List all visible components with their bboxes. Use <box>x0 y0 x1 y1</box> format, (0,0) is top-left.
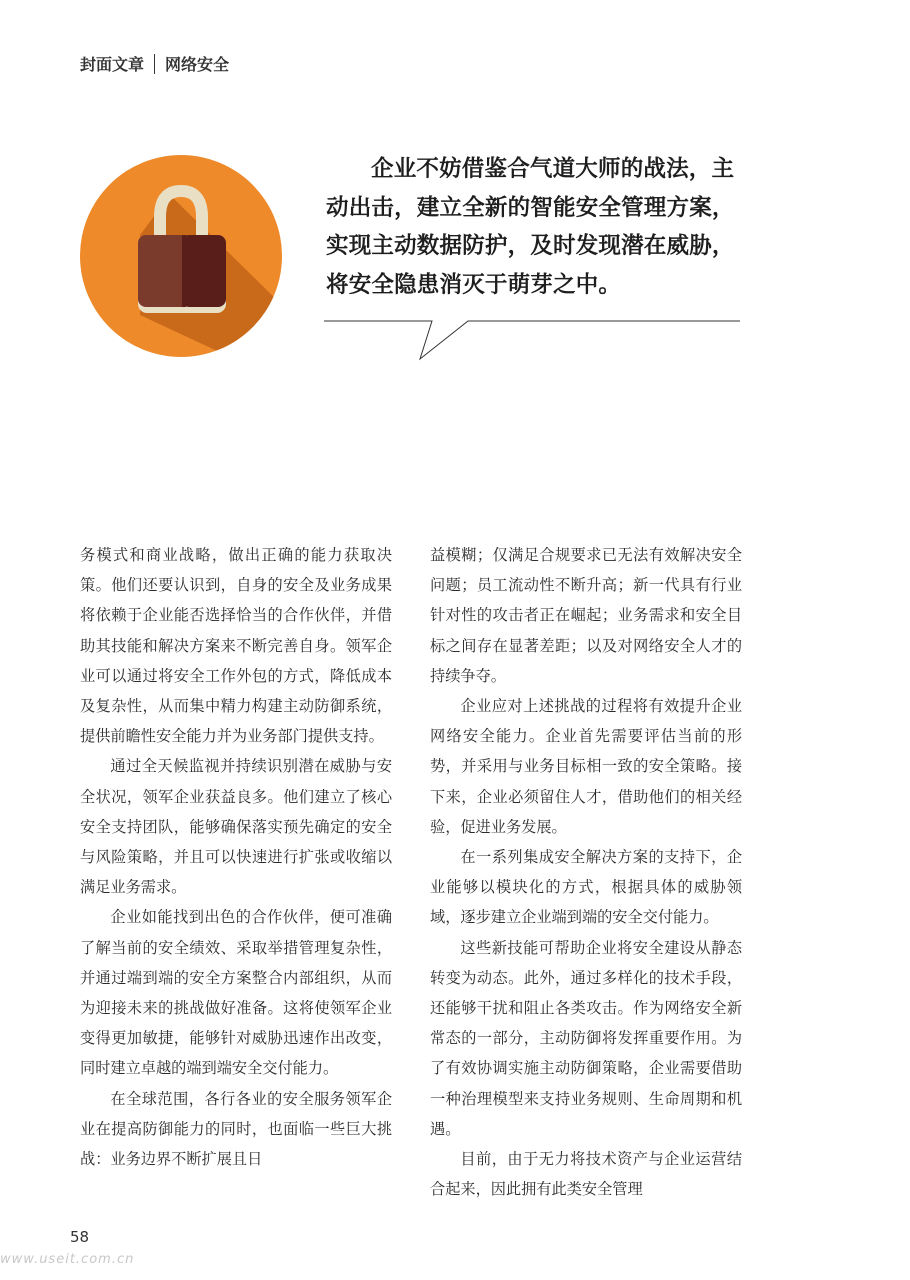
right-column <box>430 540 742 1204</box>
paragraph: 企业应对上述挑战的过程将有效提升企业网络安全能力。企业首先需要评估当前的形势，并采用与业务目标相一致的安全策略。接下来，企业必须留住人才，借助他们的相关经验，促进业务发展。 <box>430 697 742 836</box>
paragraph: 企业如能找到出色的合作伙伴，便可准确了解当前的安全绩效、采取举措管理复杂性，并通过端到端的安全方案整合内部组织，从而为迎接未来的挑战做好准备。这将使领军企业变得更加敏捷，能够针对威胁迅速作出改变，同时建立卓越的端到端安全交付能力。 <box>80 908 392 1078</box>
padlock-icon <box>80 155 282 357</box>
header-category: 网络安全 <box>165 55 230 74</box>
lock-body-right <box>181 235 226 307</box>
header-section: 封面文章 <box>80 55 145 74</box>
paragraph: 这些新技能可帮助企业将安全建设从静态转变为动态。此外，通过多样化的技术手段，还能够干扰和阻止各类攻击。作为网络安全新常态的一部分，主动防御将发挥重要作用。为了有效协调实施主动防御策略，企业需要借助一种治理模型来支持业务规则、生命周期和机遇。 <box>430 938 742 1138</box>
paragraph: 通过全天候监视并持续识别潜在威胁与安全状况，领军企业获益良多。他们建立了核心安全支持团队，能够确保落实预先确定的安全与风险策略，并且可以快速进行扩张或收缩以满足业务需求。 <box>80 757 392 897</box>
paragraph: 益模糊；仅满足合规要求已无法有效解决安全问题；员工流动性不断升高；新一代具有行业针对性的攻击者正在崛起；业务需求和安全目标之间存在显著差距；以及对网络安全人才的持续争夺。 <box>430 546 742 685</box>
paragraph: 目前，由于无力将技术资产与企业运营结合起来，因此拥有此类安全管理 <box>430 1150 742 1199</box>
header-divider <box>154 54 155 74</box>
watermark: www.useit.com.cn <box>0 1252 135 1267</box>
left-column <box>80 540 392 1174</box>
paragraph: 在全球范围，各行各业的安全服务领军企业在提高防御能力的同时，也面临一些巨大挑战：业务边界不断扩展且日 <box>80 1089 392 1169</box>
pull-quote: 企业不妨借鉴合气道大师的战法，主动出击，建立全新的智能安全管理方案，实现主动数据防护，及时发现潜在威胁，将安全隐患消灭于萌芽之中。 <box>326 156 735 298</box>
page-number: 58 <box>70 1228 90 1246</box>
speech-bubble-tail <box>322 310 742 365</box>
paragraph: 在一系列集成安全解决方案的支持下，企业能够以模块化的方式，根据具体的威胁领域，逐步建立企业端到端的安全交付能力。 <box>430 848 742 927</box>
paragraph: 务模式和商业战略，做出正确的能力获取决策。他们还要认识到，自身的安全及业务成果将依赖于企业能否选择恰当的合作伙伴，并借助其技能和解决方案来不断完善自身。领军企业可以通过将安全工作外包的方式，降低成本及复杂性，从而集中精力构建主动防御系统，提供前瞻性安全能力并为业务部门提供支持。 <box>80 546 392 746</box>
running-header <box>80 52 229 75</box>
